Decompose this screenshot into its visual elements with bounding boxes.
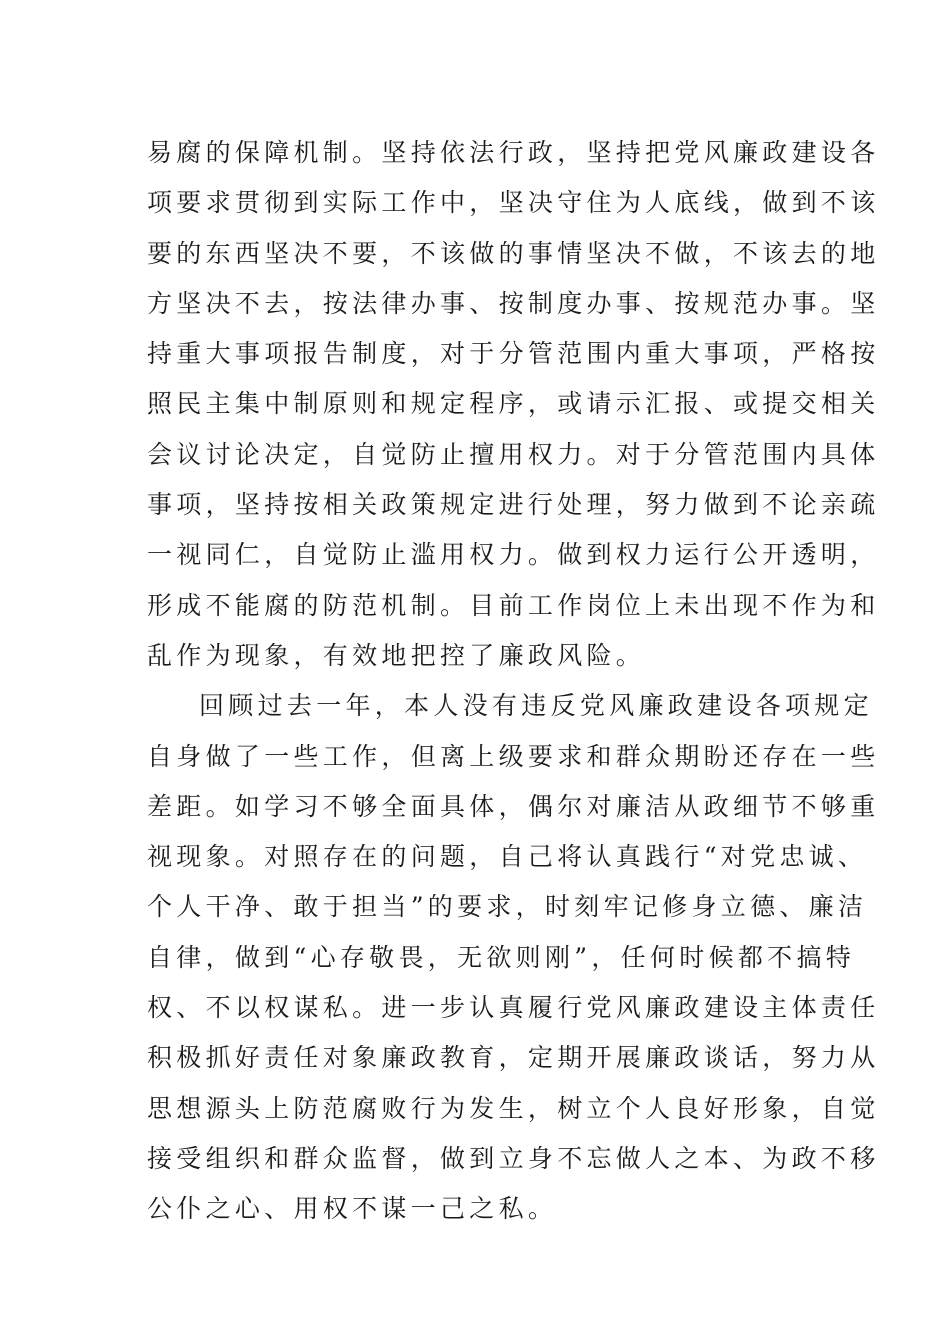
text-line: 自身做了一些工作，但离上级要求和群众期盼还存在一些 xyxy=(147,741,880,771)
text-line: 积极抓好责任对象廉政教育，定期开展廉政谈话，努力从 xyxy=(147,1043,880,1073)
paragraph-2 xyxy=(147,681,880,1234)
text-line: 项要求贯彻到实际工作中，坚决守住为人底线，做到不该 xyxy=(147,188,880,218)
text-line: 一视同仁，自觉防止滥用权力。做到权力运行公开透明， xyxy=(147,540,880,570)
text-line: 照民主集中制原则和规定程序，或请示汇报、或提交相关 xyxy=(147,389,880,419)
text-line: 接受组织和群众监督，做到立身不忘做人之本、为政不移 xyxy=(147,1143,880,1173)
text-line: 个人干净、敢于担当”的要求，时刻牢记修身立德、廉洁 xyxy=(147,892,868,922)
text-line: 公仆之心、用权不谋一己之私。 xyxy=(147,1194,558,1224)
text-line: 易腐的保障机制。坚持依法行政，坚持把党风廉政建设各 xyxy=(147,138,880,167)
text-line: 方坚决不去，按法律办事、按制度办事、按规范办事。坚 xyxy=(147,288,880,318)
text-line: 权、不以权谋私。进一步认真履行党风廉政建设主体责任 xyxy=(147,993,880,1023)
text-line: 持重大事项报告制度，对于分管范围内重大事项，严格按 xyxy=(147,339,880,369)
text-line: 差距。如学习不够全面具体，偶尔对廉洁从政细节不够重 xyxy=(147,791,880,821)
body-text xyxy=(147,128,880,1235)
text-line: 事项，坚持按相关政策规定进行处理，努力做到不论亲疏 xyxy=(147,490,880,520)
text-line: 思想源头上防范腐败行为发生，树立个人良好形象，自觉 xyxy=(147,1093,880,1123)
text-line: 回顾过去一年，本人没有违反党风廉政建设各项规定 xyxy=(199,691,873,721)
text-line: 要的东西坚决不要，不该做的事情坚决不做，不该去的地 xyxy=(147,238,880,268)
text-line: 形成不能腐的防范机制。目前工作岗位上未出现不作为和 xyxy=(147,590,880,620)
text-line: 自律，做到“心存敬畏，无欲则刚”，任何时候都不搞特 xyxy=(147,942,856,972)
text-line: 会议讨论决定，自觉防止擅用权力。对于分管范围内具体 xyxy=(147,439,880,469)
text-line: 乱作为现象，有效地把控了廉政风险。 xyxy=(147,640,646,670)
text-line: 视现象。对照存在的问题，自己将认真践行“对党忠诚、 xyxy=(147,842,868,872)
paragraph-1 xyxy=(147,128,880,681)
